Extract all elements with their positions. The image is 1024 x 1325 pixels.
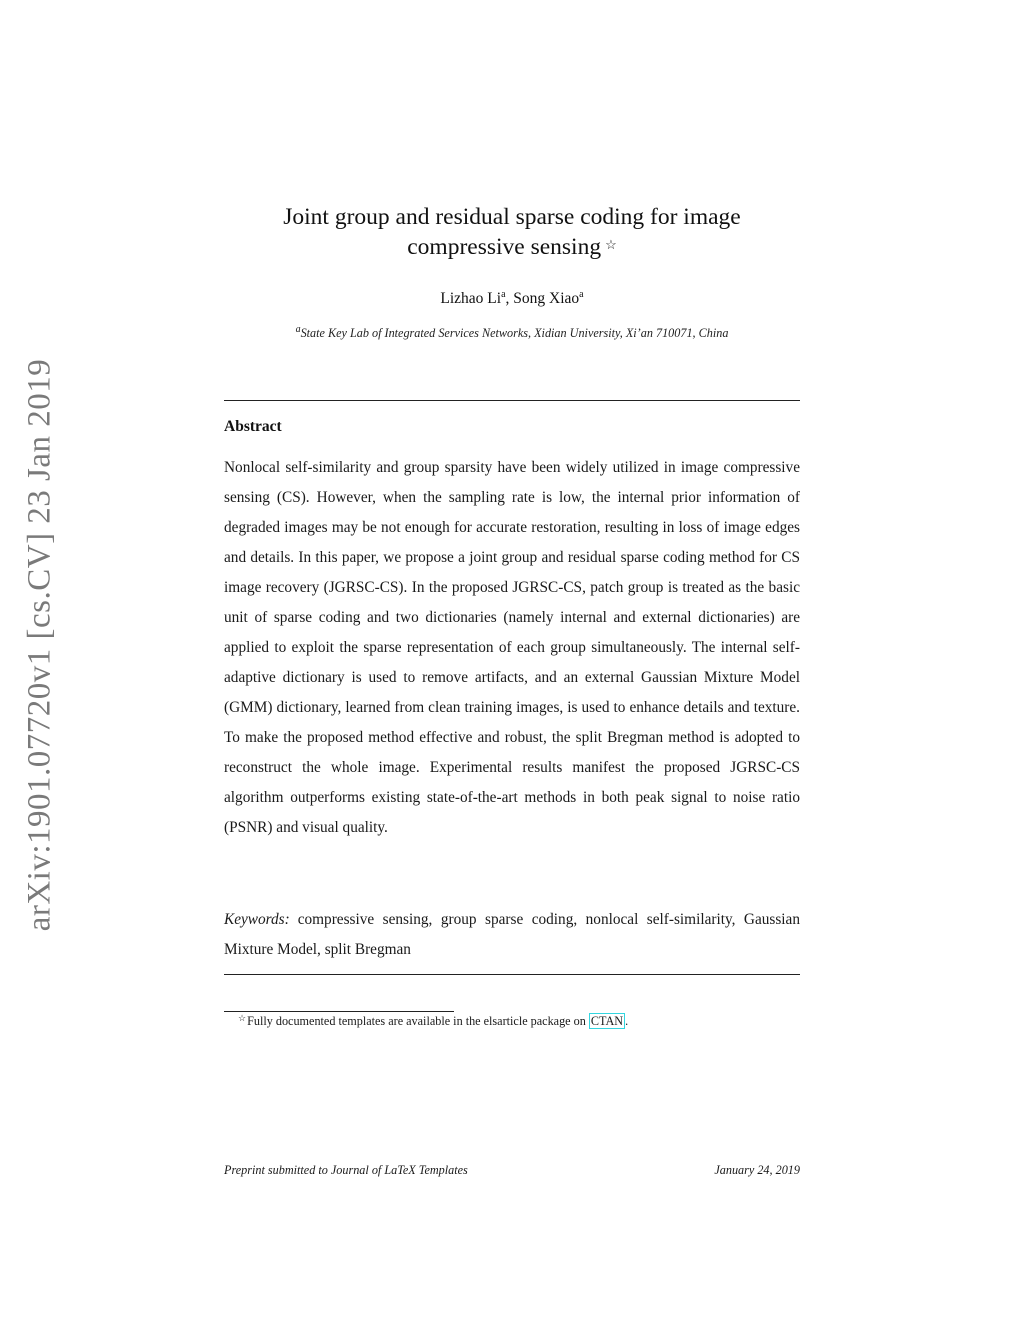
keywords-label: Keywords: bbox=[224, 911, 290, 928]
abstract-bottom-rule bbox=[224, 974, 800, 975]
footer-date: January 24, 2019 bbox=[714, 1163, 800, 1177]
author-name: Song Xiao bbox=[513, 290, 580, 307]
affiliation-mark: a bbox=[295, 323, 301, 335]
footnote-trailing: . bbox=[625, 1014, 629, 1028]
author-list bbox=[200, 290, 824, 308]
footer-journal bbox=[224, 1163, 468, 1178]
affiliation-text: State Key Lab of Integrated Services Networks, Xidian University, Xi’an 710071, China bbox=[300, 326, 729, 340]
footnote-rule bbox=[224, 1011, 454, 1012]
title-line-2-text: compressive sensing bbox=[407, 234, 602, 260]
abstract-text: Nonlocal self-similarity and group sparsity have been widely utilized in image compressive sensing (CS). However, when the sampling rate is low, the internal prior information of degraded images may be not enough for accurate restoration, resulting in loss of image edges and details. In this paper, we propose a joint group and residual sparse coding method for CS image recovery (JGRSC-CS). In the proposed JGRSC-CS, patch group is treated as the basic unit of sparse coding and two dictionaries (namely internal and external dictionaries) are applied to exploit the sparse representation of each group simultaneously. The internal self-adaptive dictionary is used to remove artifacts, and an external Gaussian Mixture Model (GMM) dictionary, learned from clean training images, is used to enhance details and texture. To make the proposed method effective and robust, the split Bregman method is adopted to reconstruct the whole image. Experimental results manifest the proposed JGRSC-CS algorithm outperforms existing state-of-the-art methods in both peak signal to noise ratio (PSNR) and visual quality. bbox=[224, 459, 800, 836]
title-footnote-star-icon[interactable]: ☆ bbox=[605, 237, 617, 252]
author-affiliation-mark: a bbox=[501, 288, 506, 300]
ctan-link[interactable]: CTAN bbox=[590, 1014, 624, 1028]
latex-logo: LaTeX bbox=[384, 1163, 416, 1177]
abstract-heading: Abstract bbox=[224, 418, 282, 435]
author-name: Lizhao Li bbox=[440, 290, 502, 307]
title-line-1: Joint group and residual sparse coding for image bbox=[283, 204, 741, 230]
footnote-text: Fully documented templates are available in the elsarticle package on bbox=[247, 1014, 586, 1028]
affiliation bbox=[200, 323, 824, 341]
footer-suffix: Templates bbox=[418, 1163, 468, 1177]
title-line-2 bbox=[200, 232, 824, 262]
arxiv-sidebar-stamp: arXiv:1901.07720v1 [cs.CV] 23 Jan 2019 bbox=[21, 358, 58, 932]
author-separator: , bbox=[505, 290, 514, 307]
abstract-top-rule bbox=[224, 400, 800, 401]
footnote-star-icon: ☆ bbox=[238, 1013, 247, 1023]
keywords-text: compressive sensing, group sparse coding, nonlocal self-similarity, Gaussian Mixture Model, split Bregman bbox=[224, 911, 800, 958]
author-affiliation-mark: a bbox=[579, 288, 584, 300]
footer-prefix: Preprint submitted to Journal of bbox=[224, 1163, 382, 1177]
paper-title bbox=[200, 202, 824, 262]
footnote bbox=[238, 1014, 628, 1029]
keywords bbox=[224, 905, 800, 965]
